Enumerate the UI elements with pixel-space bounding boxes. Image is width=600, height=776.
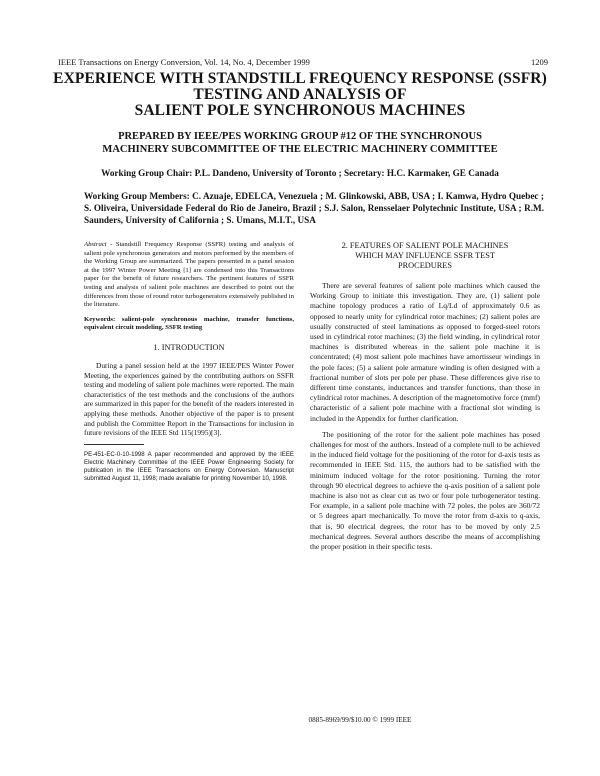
footnote-divider: [84, 444, 144, 445]
prepared-by-line-1: PREPARED BY IEEE/PES WORKING GROUP #12 OF THE SYNCHRONOUS: [118, 131, 482, 142]
section-1-paragraph: During a panel session held at the 1997 IEEE/PES Winter Power Meeting, the experiences gained by the contributing authors on SSFR testing and modeling of salient pole machines were reported. The main characteristics of the test methods and the conclusions of the authors are summarized in this paper for the benefit of the readers interested in applying these methods. Another objective of the paper is to present and publish the Committee Report in the Transactions for inclusion in future revisions of the IEEE Std 115(1995)[3].: [84, 360, 294, 438]
section-2-heading-line-3: PROCEDURES: [398, 261, 452, 270]
section-2-paragraph-2: The positioning of the rotor for the salient pole machines has posed challenges for most of the authors. Instead of a complete null to be achieved in the induced field voltage for the positioning of the rotor for d-axis tests as recommended in IEEE Std. 115, the authors had to be satisfied with the minimum induced voltage for the rotor positioning. Turning the rotor through 90 electrical degrees to achieve the q-axis position of a salient pole machine is also not as clear cut as two or four pole turbogenerator testing. For example, in a salient pole machine with 72 poles, the poles are 360/72 or 5 degrees apart mechanically. To move the rotor from d-axis to q-axis, that is, 90 electrical degrees, the rotor has to be moved by only 2.5 mechanical degrees. Several authors describe the means of accomplishing the proper position in their specific tests.: [310, 429, 540, 552]
copyright-notice: 0885-8969/99/$10.00 © 1999 IEEE: [308, 716, 412, 724]
prepared-by: [40, 130, 560, 156]
working-group-members: Working Group Members: C. Azuaje, EDELCA, Venezuela ; M. Glinkowski, ABB, USA ; I. Kamwa, Hydro Quebec ; S. Oliveira, Universidade Federal do Rio de Janeiro, Brazil ; S.J. Salon, Rensselaer Polytechnic Institute, USA ; R.M. Saunders, University of California ; S. Umans, M.I.T., USA: [84, 191, 544, 225]
title-line-1: EXPERIENCE WITH STANDSTILL FREQUENCY RESPONSE (SSFR): [53, 70, 547, 87]
abstract-lead: Abstract: [84, 241, 107, 248]
journal-citation: IEEE Transactions on Energy Conversion, Vol. 14, No. 4, December 1999: [58, 57, 310, 67]
section-2-heading-line-2: WHICH MAY INFLUENCE SSFR TEST: [355, 251, 495, 260]
prepared-by-line-2: MACHINERY SUBCOMMITTEE OF THE ELECTRIC MACHINERY COMMITTEE: [102, 144, 498, 155]
abstract: [84, 241, 294, 310]
section-2-heading: [310, 241, 540, 271]
section-1-heading: 1. INTRODUCTION: [153, 342, 225, 352]
working-group-chair: Working Group Chair: P.L. Dandeno, University of Toronto ; Secretary: H.C. Karmaker, GE Canada: [101, 168, 499, 178]
page-number: 1209: [531, 57, 548, 67]
footnote: PE-451-EC-0-10-1998 A paper recommended and approved by the IEEE Electric Machinery Committee of the IEEE Power Engineering Society for publication in the IEEE Transactions on Energy Conversion. Manuscript submitted August 11, 1998; made available for printing November 10, 1998.: [84, 450, 294, 482]
left-column: [84, 241, 294, 489]
title-line-2: TESTING AND ANALYSIS OF: [193, 86, 407, 103]
paper-title: [40, 71, 560, 119]
keywords: Keywords: salient-pole synchronous machine, transfer functions, equivalent circuit modeling, SSFR testing: [84, 315, 294, 332]
abstract-text: - Standstill Frequency Response (SSFR) testing and analysis of salient pole synchronous generators and motors performed by the members of the Working Group are summarized. The papers presented in a panel session at the 1997 Winter Power Meeting [1] are condensed into this Transactions paper for the benefit of future researchers. The pertinent features of SSFR testing and analysis of salient pole machines are described to point out the differences from those of round rotor turbogenerators extensively published in the literature.: [84, 241, 294, 309]
right-column: [310, 241, 540, 558]
section-2-heading-line-1: 2. FEATURES OF SALIENT POLE MACHINES: [341, 241, 509, 250]
section-2-paragraph-1: There are several features of salient pole machines which caused the Working Group to initiate this investigation. They are, (1) salient pole machine topology produces a ratio of Lq/Ld of approximately 0.6 as opposed to nearly unity for cylindrical rotor machines; (2) salient poles are usually constructed of steel laminations as opposed to forged-steel rotors used in cylindrical rotor machines; (3) the field winding, in cylindrical rotor machines is distributed whereas in the salient pole machine it is concentrated; (4) most salient pole machines have amortisseur windings in the pole faces; (5) a salient pole armature winding is often designed with a fractional number of slots per pole per phase. These differences give rise to different time constants, inductances and transfer functions, than those in cylindrical rotor machines. A description of the magnetomotive force (mmf) characteristic of a salient pole machine with a fractional slot winding is included in the Appendix for further clarification.: [310, 281, 540, 423]
title-line-3: SALIENT POLE SYNCHRONOUS MACHINES: [134, 102, 466, 119]
